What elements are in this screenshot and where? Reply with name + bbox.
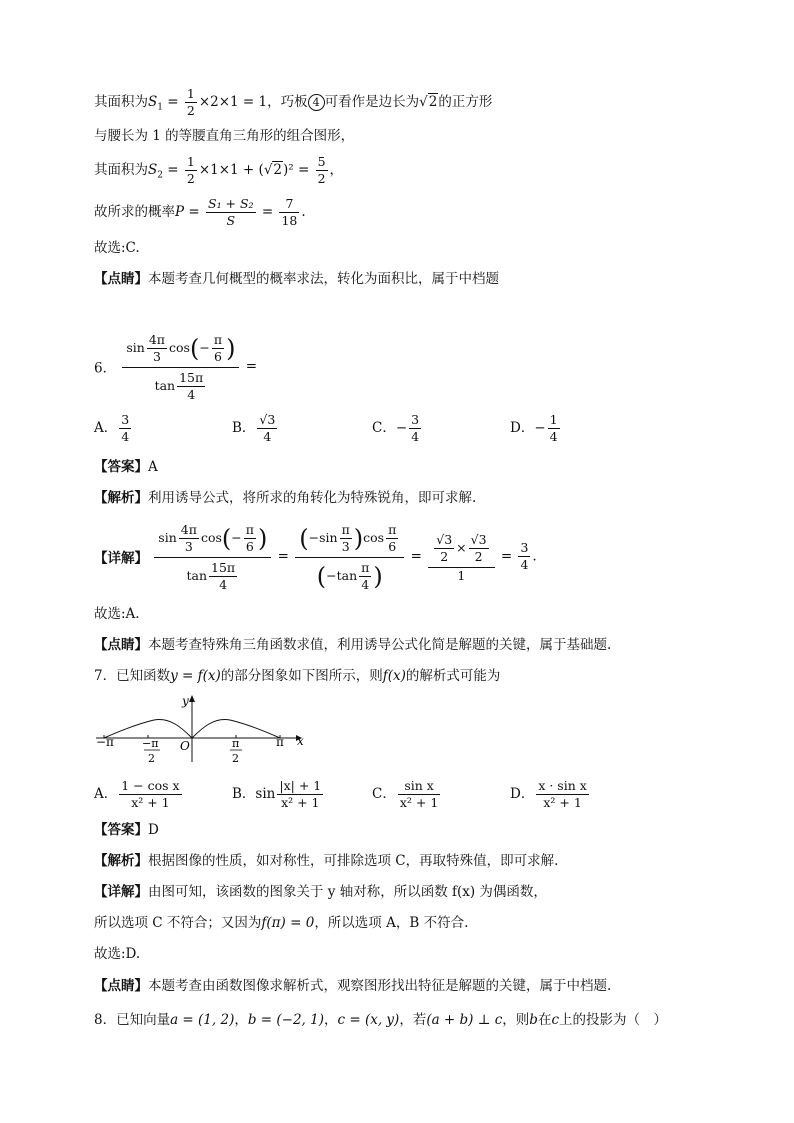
q6-option-b: B． $\frac{√3}{4}$ [232,412,276,444]
q6-option-d: D．− $\frac{1}{4}$ [510,412,558,444]
y-axis-label: y [182,694,189,708]
tick-label-half-pi-num: π [232,737,240,750]
q6-detail: 【详解】 sin $\frac{4\pi}{3}$ cos(− $\frac{\pi}{6}$ ) tan $\frac{15\pi}{4}$ = (−sin $\frac{\pi}{3}$ )cos $\frac{\pi}{6}$ (−tan $\frac{\pi}{4}$ ) = $\frac{√3}{2}$ × $\frac{√3}{2}$ 1 = $\frac{3}{4}$ . [94,522,537,592]
fraction: $\frac{5}{2}$ [317,154,326,186]
solution-line-area-s1: 其面积为$S_1$ = $\frac{1}{2}$ ×2×1 = 1，巧板 4 可看作是边长为√2的正方形 [94,86,493,118]
q6-answer: 【答案】A [94,459,158,475]
solution-line-composite: 与腰长为 1 的等腰直角三角形的组合图形， [94,128,355,144]
question-8: 8．已知向量a = (1, 2)，b = (−2, 1)，c = (x, y)，若(a + b) ⊥ c，则b在c上的投影为（ ） [94,1012,667,1028]
q6-remark: 【点睛】本题考查特殊角三角函数求值，利用诱导公式化简是解题的关键，属于基础题. [94,637,612,653]
tick-label-neg-pi: −π [96,735,114,749]
fraction: $\frac{\text{S₁ + S₂}}{S}$ [208,196,254,228]
q7-answer: 【答案】D [94,822,159,838]
circled-number: 4 [308,94,325,111]
q7-option-b: B．sin $\frac{|x| + 1}{\text{x² + 1}}$ [232,778,322,810]
y-axis-arrow [189,695,195,702]
q6-analysis: 【解析】利用诱导公式，将所求的角转化为特殊锐角，即可求解. [94,490,477,506]
question-7: 7．已知函数y = f(x)的部分图象如下图所示，则f(x)的解析式可能为 [94,668,501,684]
origin-label: O [180,739,190,753]
tick-label-neg-half-pi-num: −π [142,737,159,750]
tick-label-pi: π [276,735,284,749]
q7-option-a: A． $\frac{\text{1 − cos x}}{\text{x² + 1}}$ [94,778,180,810]
q6-option-c: C．− $\frac{3}{4}$ [372,412,420,444]
q7-remark: 【点睛】本题考查由函数图像求解析式，观察图形找出特征是解题的关键，属于中档题. [94,978,612,994]
q7-option-c: C． $\frac{\text{sin x}}{\text{x² + 1}}$ [372,778,439,810]
tick-label-neg-half-pi-den: 2 [148,752,155,765]
q7-function-graph [92,690,312,768]
tick-label-half-pi-den: 2 [232,752,239,765]
q6-expression: sin $\frac{4\pi}{3}$ cos(− $\frac{\pi}{6}$ ) tan $\frac{15\pi}{4}$ [122,330,239,403]
solution-line-area-s2: 其面积为$S_2$ = $\frac{1}{2}$ ×1×1 + (√2)² = $\frac{5}{2}$ ， [94,154,344,186]
q7-detail: 【详解】由图可知，该函数的图象关于 y 轴对称，所以函数 f(x) 为偶函数， [94,884,547,900]
remark-line: 【点睛】本题考查几何概型的概率求法，转化为面积比，属于中档题 [94,271,499,287]
question-6: 6． sin $\frac{4\pi}{3}$ cos(− $\frac{\pi}{6}$ ) tan $\frac{15\pi}{4}$ = [94,332,258,402]
q7-option-d: D． $\frac{\text{x · sin x}}{\text{x² + 1}}$ [510,778,587,810]
fraction: $\frac{7}{18}$ [281,196,298,228]
q7-detail-2: 所以选项 C 不符合；又因为f(π) = 0，所以选项 A，B 不符合. [94,915,469,931]
fraction: $\frac{1}{2}$ [186,154,195,186]
x-axis-label: x [297,734,304,748]
q6-option-a: A． $\frac{3}{4}$ [94,412,130,444]
fraction: $\frac{1}{2}$ [186,86,195,118]
solution-line-probability: 故所求的概率P = $\frac{\text{S₁ + S₂}}{S}$ = $\frac{7}{18}$ . [94,196,306,228]
choose-line: 故选:C. [94,240,140,256]
q7-choose: 故选:D. [94,946,141,962]
q7-analysis: 【解析】根据图像的性质，如对称性，可排除选项 C，再取特殊值，即可求解. [94,853,559,869]
q6-choose: 故选:A. [94,606,140,622]
